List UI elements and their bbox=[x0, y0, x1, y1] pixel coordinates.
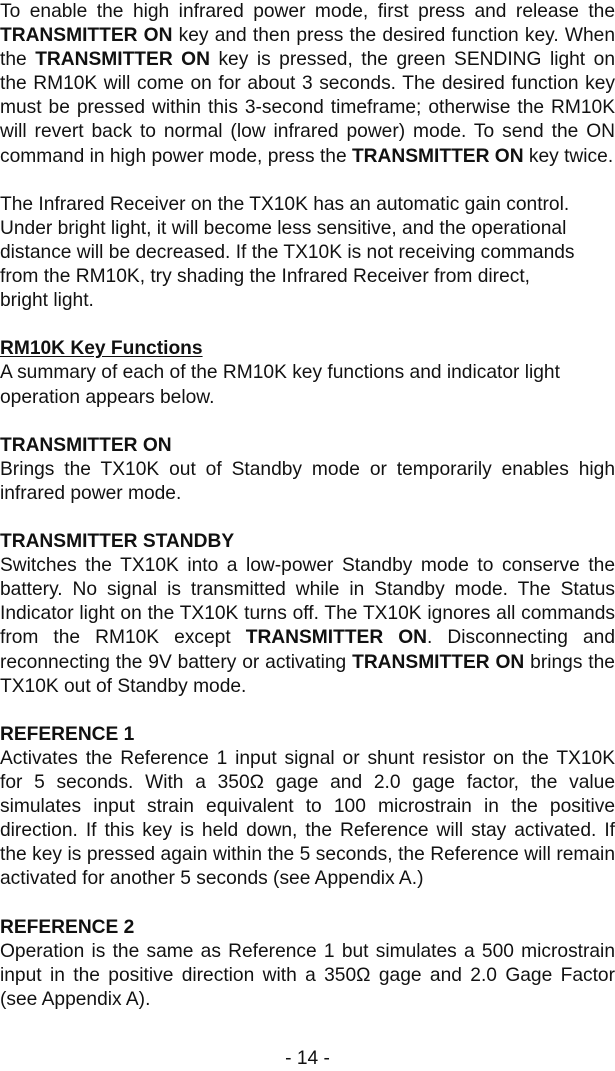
key-description-reference-1: Activates the Reference 1 input signal or shunt resistor on the TX10K for 5 seconds. With a 350Ω gage and 2.0 gage factor, the value simulates input strain equivalent to 100 microstrain in the positive direction. If this key is held down, the Reference will stay activated. If the key is pressed again within the 5 seconds, the Reference will remain activated for another 5 seconds (see Appendix A.) bbox=[0, 747, 615, 890]
key-description-transmitter-standby bbox=[0, 554, 615, 699]
text-run: To enable the high infrared power mode, first press and release the bbox=[0, 1, 615, 22]
spacer bbox=[0, 313, 615, 337]
section-summary: A summary of each of the RM10K key functions and indicator light operation appears below. bbox=[0, 362, 560, 408]
key-description-reference-2: Operation is the same as Reference 1 but simulates a 500 microstrain input in the positive direction with a 350Ω gage and 2.0 Gage Factor (see Appendix A). bbox=[0, 940, 615, 1010]
section-heading: RM10K Key Functions bbox=[0, 338, 203, 360]
key-heading-transmitter-on: TRANSMITTER ON bbox=[0, 434, 172, 456]
text-run: key and then press the desired function key. When the bbox=[0, 25, 615, 71]
text-run: brings the TX10K out of Standby mode. bbox=[0, 651, 615, 697]
key-name-transmitter-on: TRANSMITTER ON bbox=[351, 145, 524, 167]
text-run: Switches the TX10K into a low-power Standby mode to conserve the battery. No signal is transmitted while in Standby mode. The Status Indicator light on the TX10K turns off. The TX10K ignores all commands from the RM10K except bbox=[0, 555, 615, 649]
key-heading-reference-1: REFERENCE 1 bbox=[0, 723, 135, 745]
spacer bbox=[0, 169, 615, 193]
text-run: key twice. bbox=[523, 145, 614, 167]
page-number: - 14 - bbox=[285, 1048, 330, 1069]
key-name-transmitter-on: TRANSMITTER ON bbox=[0, 25, 173, 47]
key-heading-transmitter-standby: TRANSMITTER STANDBY bbox=[0, 531, 235, 553]
key-name-transmitter-on: TRANSMITTER ON bbox=[35, 49, 210, 71]
key-name-transmitter-on: TRANSMITTER ON bbox=[245, 627, 428, 649]
intro-paragraph-high-power bbox=[0, 0, 615, 169]
text-run: key is pressed, the green SENDING light on the RM10K will come on for about 3 seconds. The desired function key must be pressed within this 3-second timeframe; otherwise the RM10K will revert back to normal (low infrared power) mode. To send the ON command in high power mode, press the bbox=[0, 49, 615, 167]
key-name-transmitter-on: TRANSMITTER ON bbox=[352, 651, 525, 673]
intro-paragraph-infrared-receiver: The Infrared Receiver on the TX10K has an automatic gain control. Under bright light, it will become less sensitive, and the operational distance will be decreased. If the TX10K is not receiving commands from the RM10K, try shading the Infrared Receiver from direct, bright light. bbox=[0, 193, 575, 312]
spacer bbox=[0, 699, 615, 723]
key-description-transmitter-on: Brings the TX10K out of Standby mode or temporarily enables high infrared power mode. bbox=[0, 458, 615, 504]
spacer bbox=[0, 891, 615, 915]
spacer bbox=[0, 506, 615, 530]
spacer bbox=[0, 410, 615, 434]
key-heading-reference-2: REFERENCE 2 bbox=[0, 916, 135, 938]
text-run: . Disconnecting and reconnecting the 9V battery or activating bbox=[0, 627, 615, 673]
